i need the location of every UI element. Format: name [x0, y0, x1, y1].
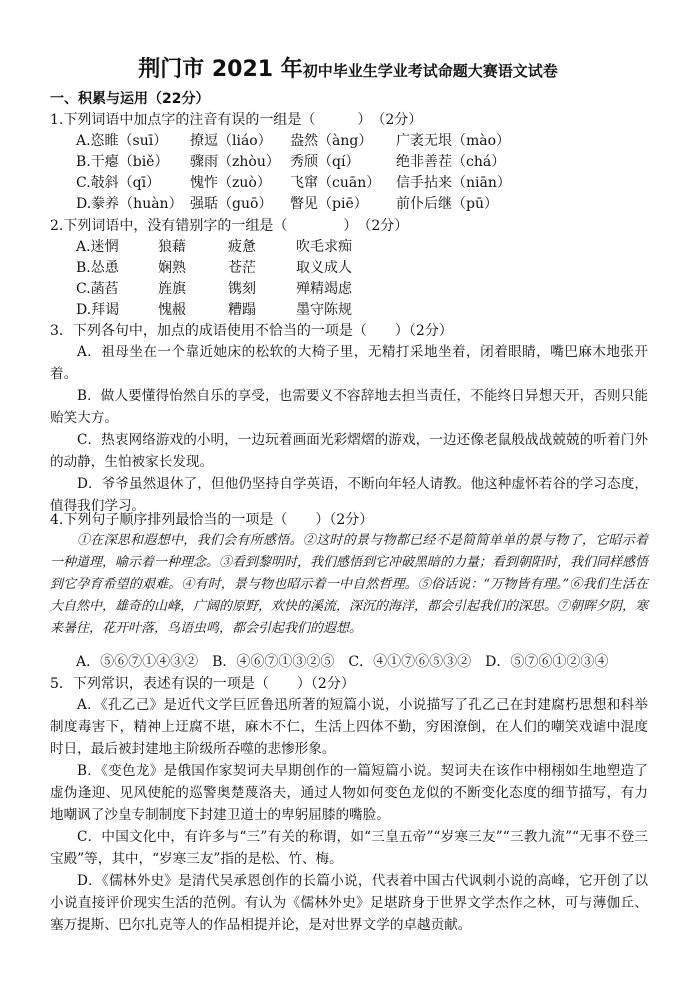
section-heading: 一、积累与运用（22分）	[50, 91, 210, 107]
q5-options	[50, 694, 648, 936]
q2-b2: 娴熟	[158, 260, 186, 276]
q2-c3: 镌刻	[228, 281, 256, 297]
title-main: 荆门市 2021 年	[138, 57, 303, 82]
q1-b2: 骤雨（zhòu）	[190, 154, 280, 170]
q2-d3: 糟蹋	[228, 302, 256, 318]
q1-c4: 信手拈来（niān）	[396, 175, 511, 191]
q1-d4: 前仆后继（pū）	[396, 196, 498, 212]
q3-stem: 3．下列各句中，加点的成语使用不恰当的一项是（ ）（2分）	[50, 323, 453, 339]
q1-b4: 绝非善茬（chá）	[396, 154, 506, 170]
q1-c3: 飞窜（cuān）	[290, 175, 381, 191]
q2-b4: 取义成人	[296, 260, 352, 276]
q1-a1: A.恣睢（suī）	[76, 133, 168, 149]
q3-option-c: C．热衷网络游戏的小明，一边玩着画面光彩熠熠的游戏，一边还像老鼠般战战兢兢的听着门外的动静，生怕被家长发现。	[50, 432, 648, 470]
q2-b3: 苍茫	[228, 260, 256, 276]
q1-c1: C.攲斜（qī）	[76, 175, 161, 191]
q2-d1: D.拜谒	[76, 302, 120, 318]
q2-a1: A.迷惘	[76, 239, 119, 255]
q4-passage-text: ①在深思和遐想中，我们会有所感悟。②这时的景与物都已经不是简简单单的景与物了，它昭示着一种道理，喻示着一种理念。③看到黎明时，我们感悟到它冲破黑暗的力量；看到朝阳时，我们同样感悟到它孕育希望的艰难。④有时，景与物也昭示着一中自然哲理。⑤俗话说：“万物皆有理。”⑥我们生活在大自然中，雄奇的山峰，广阔的原野，欢快的溪流，深沉的海洋，都会引起我们的深思。⑦朝晖夕阴，寒来暑往，花开叶落，鸟语虫鸣，都会引起我们的遐想。	[50, 533, 649, 636]
q5-stem: 5．下列常识，表述有误的一项是（ ）（2分）	[50, 676, 355, 692]
q1-d2: 强聒（guō）	[190, 196, 273, 212]
q1-a4: 广袤无垠（mào）	[396, 133, 511, 149]
q2-d4: 墨守陈规	[296, 302, 352, 318]
q4-options: A．⑤⑥⑦①④③② B．④⑥⑦①③②⑤ C．④①⑦⑥⑤③② D．⑤⑦⑥①②③④	[76, 654, 609, 670]
q2-a3: 疲惫	[228, 239, 256, 255]
q2-c4: 殚精竭虑	[296, 281, 352, 297]
q5-option-a: A．《孔乙己》是近代文学巨匠鲁迅所著的短篇小说，小说描写了孔乙己在封建腐朽思想和科举制度毒害下，精神上迂腐不堪，麻木不仁，生活上四体不勤，穷困潦倒，在人们的嘲笑戏谑中混度时日，最后被封建地主阶级所吞噬的悲惨形象。	[50, 697, 648, 757]
q2-b1: B.怂恿	[76, 260, 119, 276]
q1-d3: 瞥见（piē）	[290, 196, 368, 212]
q5-option-b: B．《变色龙》是俄国作家契诃夫早期创作的一篇短篇小说。契诃夫在该作中栩栩如生地塑造了虚伪逢迎、见风使舵的巡警奥楚蔑洛夫，通过人物如何变色龙似的不断变化态度的细节描写，有力地嘲讽了沙皇专制制度下封建卫道士的卑躬屈膝的嘴脸。	[50, 763, 648, 823]
q2-d2: 愧赧	[158, 302, 186, 318]
q2-a4: 吹毛求痴	[296, 239, 352, 255]
q2-a2: 狼藉	[158, 239, 186, 255]
q2-c1: C.菡萏	[76, 281, 119, 297]
q1-a2: 撩逗（liáo）	[190, 133, 272, 149]
exam-title	[0, 52, 696, 83]
q5-option-c: C．中国文化中，有许多与“三”有关的称谓，如“三皇五帝”“岁寒三友”“三教九流”“无事不登三宝殿”等，其中，“岁寒三友”指的是松、竹、梅。	[50, 829, 648, 867]
q1-stem: 1.下列词语中加点字的注音有误的一组是（ ） （2分）	[50, 112, 423, 128]
q1-b1: B.干瘪（biě）	[76, 154, 169, 170]
q3-options	[50, 341, 648, 517]
q1-a3: 盎然（àng）	[290, 133, 373, 149]
q3-option-b: B．做人要懂得怡然自乐的享受，也需要义不容辞地去担当责任，不能终日异想天开，否则只能贻笑大方。	[50, 388, 648, 426]
q2-stem: 2.下列词语中，没有错别字的一组是（ ） （2分）	[50, 218, 409, 234]
title-sub: 初中毕业生学业考试命题大赛语文试卷	[302, 62, 558, 80]
q2-c2: 旌旗	[158, 281, 186, 297]
q1-c2: 愧怍（zuò）	[190, 175, 271, 191]
q1-b3: 秀颀（qí）	[290, 154, 360, 170]
q1-d1: D.豢养（huàn）	[76, 196, 183, 212]
q4-passage	[50, 530, 648, 640]
q4-stem: 4.下列句子顺序排列最恰当的一项是（ ）（2分）	[50, 512, 374, 528]
q3-option-a: A．祖母坐在一个靠近她床的松软的大椅子里，无精打采地坐着，闭着眼睛，嘴巴麻木地张开着。	[50, 344, 648, 382]
q3-option-d: D．爷爷虽然退休了，但他仍坚持自学英语，不断向年轻人请教。他这种虚怀若谷的学习态度，值得我们学习。	[50, 476, 648, 514]
q5-option-d: D．《儒林外史》是清代吴承恩创作的长篇小说，代表着中国古代讽刺小说的高峰，它开创了以小说直接评价现实生活的范例。有认为《儒林外史》足堪跻身于世界文学杰作之林，可与薄伽丘、塞万提斯、巴尔扎克等人的作品相提并论，是对世界文学的卓越贡献。	[50, 873, 648, 933]
